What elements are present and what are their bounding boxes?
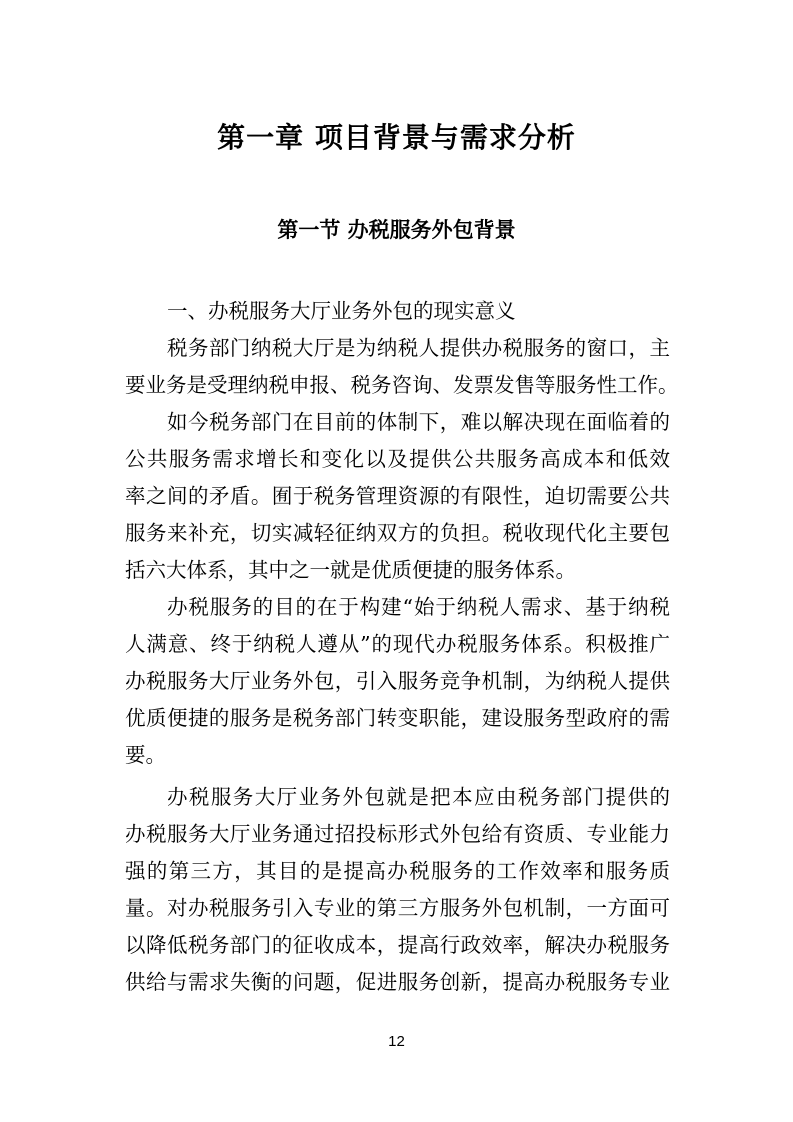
paragraph-line: 括六大体系，其中之一就是优质便捷的服务体系。 [125, 558, 576, 582]
paragraph-line: 要。 [125, 743, 166, 767]
paragraph-line: 如今税务部门在目前的体制下，难以解决现在面临着的 [167, 410, 670, 434]
chapter-title: 第一章 项目背景与需求分析 [217, 121, 576, 154]
paragraph-line: 人满意、终于纳税人遵从”的现代办税服务体系。积极推广 [125, 632, 670, 656]
subheading: 一、办税服务大厅业务外包的现实意义 [167, 299, 516, 323]
paragraph-line: 量。对办税服务引入专业的第三方服务外包机制，一方面可 [125, 896, 670, 920]
paragraph-line: 办税服务大厅业务外包，引入服务竞争机制，为纳税人提供 [125, 669, 670, 693]
paragraph-line: 供给与需求失衡的问题，促进服务创新，提高办税服务专业 [125, 970, 670, 994]
paragraph-line: 率之间的矛盾。囿于税务管理资源的有限性，迫切需要公共 [125, 484, 670, 508]
section-title: 第一节 办税服务外包背景 [277, 218, 516, 242]
paragraph-line: 要业务是受理纳税申报、税务咨询、发票发售等服务性工作。 [125, 373, 679, 397]
paragraph-line: 办税服务大厅业务通过招投标形式外包给有资质、专业能力 [125, 822, 670, 846]
paragraph-line: 强的第三方，其目的是提高办税服务的工作效率和服务质 [125, 859, 670, 883]
paragraph-line: 优质便捷的服务是税务部门转变职能，建设服务型政府的需 [125, 706, 670, 730]
paragraph-line: 公共服务需求增长和变化以及提供公共服务高成本和低效 [125, 447, 670, 471]
page-number: 12 [388, 1033, 405, 1050]
paragraph-line: 税务部门纳税大厅是为纳税人提供办税服务的窗口，主 [167, 336, 670, 360]
paragraph-line: 办税服务大厅业务外包就是把本应由税务部门提供的 [167, 785, 670, 809]
paragraph-line: 以降低税务部门的征收成本，提高行政效率，解决办税服务 [125, 933, 670, 957]
paragraph-line: 办税服务的目的在于构建“始于纳税人需求、基于纳税 [167, 595, 670, 619]
paragraph-line: 服务来补充，切实减轻征纳双方的负担。税收现代化主要包 [125, 521, 670, 545]
